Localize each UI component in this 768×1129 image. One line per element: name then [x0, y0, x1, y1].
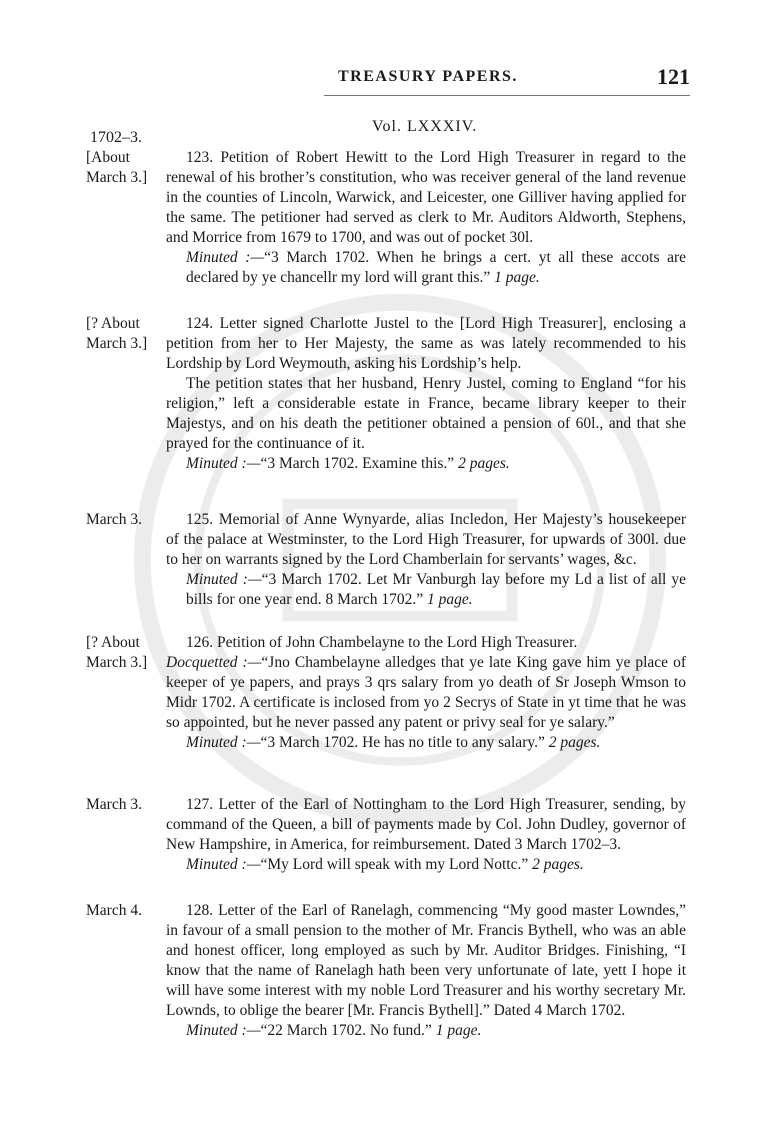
page-count: 2 pages.: [548, 734, 601, 751]
entry-date: [? About March 3.]: [86, 634, 148, 671]
page-count: 1 page.: [435, 1022, 482, 1039]
minuted-label: Minuted :—: [186, 856, 261, 873]
docquetted-label: Docquetted :—: [166, 654, 262, 671]
entry-date: [? About March 3.]: [86, 315, 148, 352]
minute-text: “22 March 1702. No fund.”: [260, 1022, 432, 1039]
minuted-label: Minuted :—: [186, 571, 262, 588]
entry-date: [About March 3.]: [86, 149, 148, 186]
page-count: 1 page.: [494, 269, 540, 286]
page-count: 1 page.: [427, 591, 473, 608]
page-number: 121: [657, 64, 690, 89]
page-count: 2 pages.: [532, 856, 584, 873]
minute-text: “3 March 1702. He has no title to any salary.”: [260, 734, 545, 751]
entry-date: March 3.: [86, 796, 142, 813]
minute-text: “3 March 1702. Let Mr Vanburgh lay before my Ld a list of all ye bills for one year end. 8 March 1702.”: [186, 571, 686, 608]
entry-text: 128. Letter of the Earl of Ranelagh, commencing “My good master Lowndes,” in favour of a small pension to the mother of Mr. Francis Bythell, who was an able and honest officer, long employed as such by Mr. Auditor Bridges. Finishing, “I know that the name of Ranelagh hath been very unfortunate of late, yett I hope it will have some interest with my noble Lord Treasurer and his worthy secretary Mr. Lownds, to oblige the bearer [Mr. Francis Bythell].” Dated 4 March 1702. Minuted :—“22 March 1702. No fund.” 1 page.: [166, 902, 686, 1039]
minute-text: “3 March 1702. When he brings a cert. yt all these accots are declared by ye chancellr my lord will grant this.”: [186, 249, 687, 286]
entry-text: 127. Letter of the Earl of Nottingham to the Lord High Treasurer, sending, by command of the Queen, a bill of payments made by Col. John Dudley, governor of New Hampshire, in America, for reimbursement. Dated 3 March 1702–3. Minuted :—“My Lord will speak with my Lord Nottc.” 2 pages.: [166, 796, 686, 873]
docquet-text: “Jno Chambelayne alledges that ye late King gave him ye place of keeper of ye papers, and prays 3 qrs salary from yo death of Sr Joseph Wmson to Midr 1702. A certificate is inclosed from yo 2 Secrys of State in yt time that he was so appointed, but he never passed any patent or privy seal for ye salary.”: [166, 654, 686, 731]
page-count: 2 pages.: [458, 455, 510, 472]
minuted-label: Minuted :—: [186, 249, 265, 266]
entry-text: 125. Memorial of Anne Wynyarde, alias Incledon, Her Majesty’s housekeeper of the palace at Westminster, to the Lord High Treasurer, for upwards of 300l. due to her on warrants signed by the Lord Chamberlain for servants’ wages, &c. Minuted :—“3 March 1702. Let Mr Vanburgh lay before my Ld a list of all ye bills for one year end. 8 March 1702.” 1 page.: [166, 511, 686, 608]
minute-text: “3 March 1702. Examine this.”: [260, 455, 455, 472]
minute-text: “My Lord will speak with my Lord Nottc.”: [260, 856, 529, 873]
minuted-label: Minuted :—: [186, 1022, 261, 1039]
volume-heading: Vol. LXXXIV.: [372, 118, 478, 135]
year-label: 1702–3.: [90, 129, 142, 146]
entry-date: March 4.: [86, 902, 142, 919]
header-rule: [324, 95, 690, 96]
entry-text: 123. Petition of Robert Hewitt to the Lord High Treasurer in regard to the renewal of his brother’s constitution, who was receiver general of the land revenue in the counties of Lincoln, Warwick, and Leicester, one Gilliver having applied for the same. The petitioner had served as clerk to Mr. Auditors Aldworth, Stephens, and Morrice from 1679 to 1700, and was out of pocket 30l. Minuted :—“3 March 1702. When he brings a cert. yt all these accots are declared by ye chancellr my lord will grant this.” 1 page.: [166, 149, 687, 286]
running-head: [330, 64, 690, 90]
entry-date: March 3.: [86, 511, 142, 528]
minuted-label: Minuted :—: [186, 455, 261, 472]
minuted-label: Minuted :—: [186, 734, 261, 751]
entry-text: 126. Petition of John Chambelayne to the Lord High Treasurer. Docquetted :—“Jno Chambelayne alledges that ye late King gave him ye place of keeper of ye papers, and prays 3 qrs salary from yo death of Sr Joseph Wmson to Midr 1702. A certificate is inclosed from yo 2 Secrys of State in yt time that he was so appointed, but he never passed any patent or privy seal for ye salary.” Minuted :—“3 March 1702. He has no title to any salary.” 2 pages.: [166, 634, 686, 751]
entry-text: 124. Letter signed Charlotte Justel to the [Lord High Treasurer], enclosing a petition from her to Her Majesty, the same as was lately recommended to his Lordship by Lord Weymouth, asking his Lordship’s help. The petition states that her husband, Henry Justel, coming to England “for his religion,” left a considerable estate in France, became library keeper to their Majestys, and on his death the petitioner obtained a pension of 60l., and that she prayed for the continuance of it. Minuted :—“3 March 1702. Examine this.” 2 pages.: [166, 315, 686, 472]
running-title: TREASURY PAPERS.: [338, 68, 518, 85]
